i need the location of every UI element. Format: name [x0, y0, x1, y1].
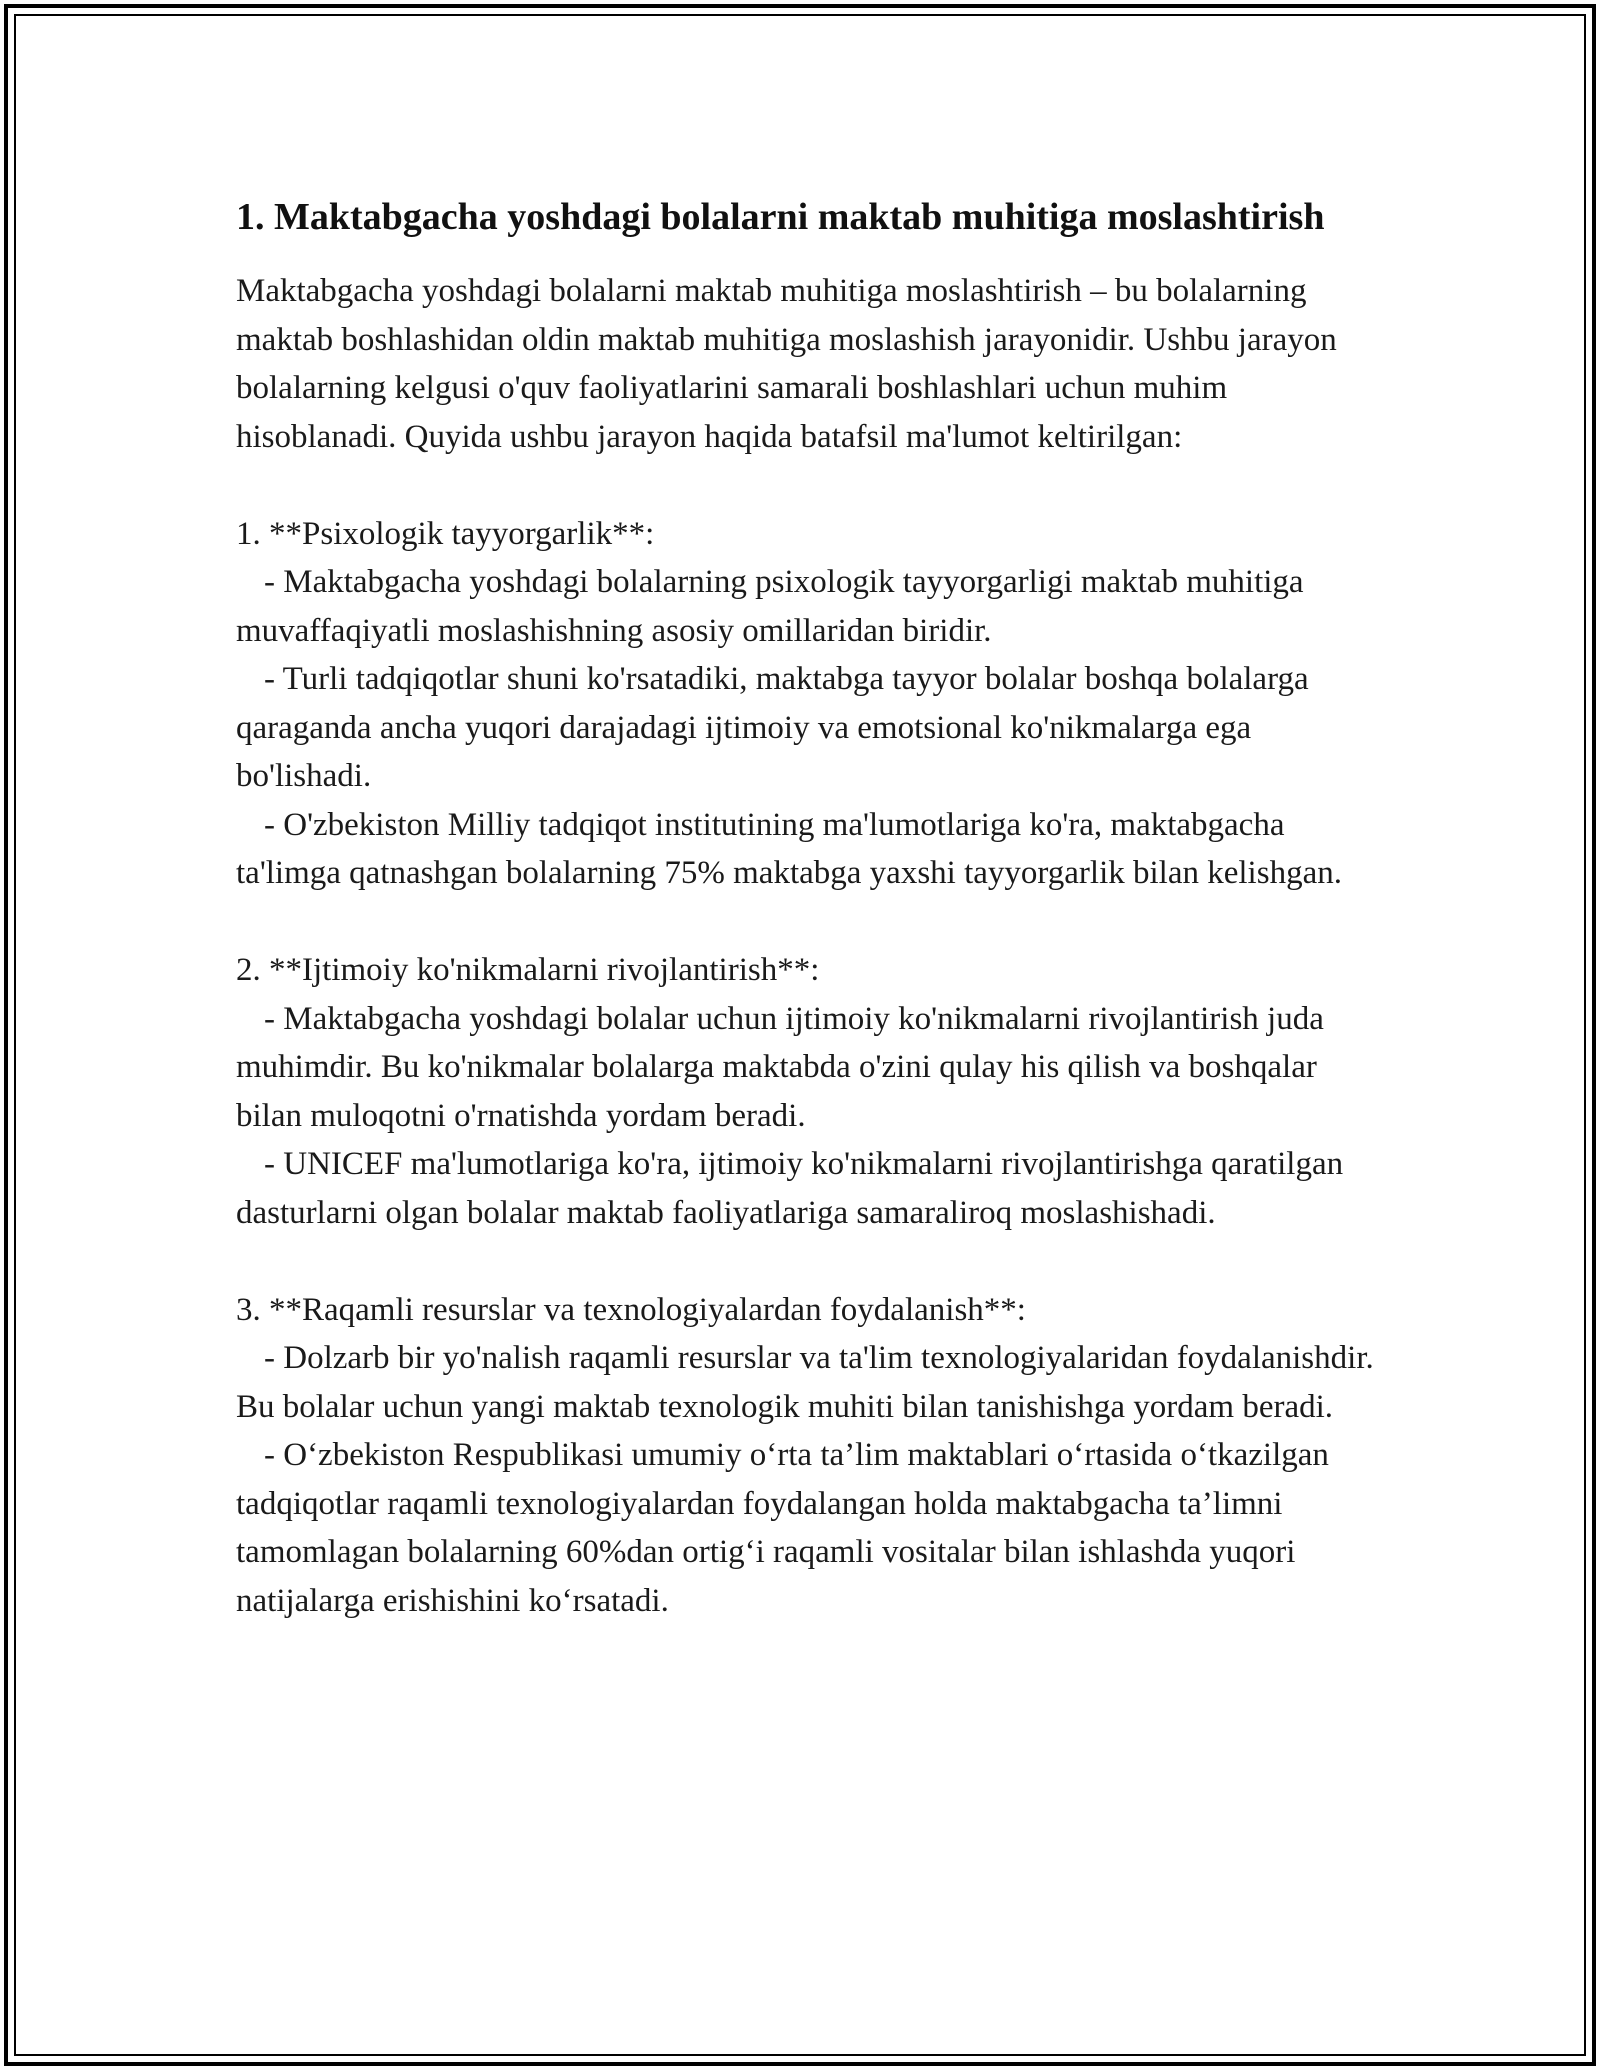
section-bullet: - Maktabgacha yoshdagi bolalar uchun ijtimoiy ko'nikmalarni rivojlantirish juda muhimdir. Bu ko'nikmalar bolalarga maktabda o'zini qulay his qilish va boshqalar bilan muloqotni o'rnatishda yordam beradi.: [236, 1000, 1333, 1134]
section-heading: 2. **Ijtimoiy ko'nikmalarni rivojlantirish**:: [236, 952, 820, 988]
section-ijtimoiy-konikmalar: [236, 946, 1376, 1237]
section-bullet: - UNICEF ma'lumotlariga ko'ra, ijtimoiy ko'nikmalarni rivojlantirishga qaratilgan dasturlarni olgan bolalar maktab faoliyatlariga samaraliroq moslashishadi.: [236, 1146, 1352, 1231]
document-body: [236, 190, 1382, 1625]
section-bullet: - Turli tadqiqotlar shuni ko'rsatadiki, maktabga tayyor bolalar boshqa bolalarga qaraganda ancha yuqori darajadagi ijtimoiy va emotsional ko'nikmalarga ega bo'lishadi.: [236, 661, 1317, 794]
document-title: 1. Maktabgacha yoshdagi bolalarni maktab muhitiga moslashtirish: [236, 196, 1325, 238]
section-psixologik-tayyorgarlik: [236, 510, 1376, 898]
section-bullet: - O‘zbekiston Respublikasi umumiy o‘rta ta’lim maktablari o‘rtasida o‘tkazilgan tadqiqotlar raqamli texnologiyalardan foydalangan holda maktabgacha ta’limni tamomlagan bolalarning 60%dan ortig‘i raqamli vositalar bilan ishlashda yuqori natijalarga erishishini ko‘rsatadi.: [236, 1437, 1338, 1619]
section-bullet: - Dolzarb bir yo'nalish raqamli resurslar va ta'lim texnologiyalaridan foydalanishdir. Bu bolalar uchun yangi maktab texnologik muhiti bilan tanishishga yordam beradi.: [236, 1340, 1382, 1425]
section-heading: 3. **Raqamli resurslar va texnologiyalardan foydalanish**:: [236, 1291, 1026, 1328]
intro-paragraph: Maktabgacha yoshdagi bolalarni maktab muhitiga moslashtirish – bu bolalarning maktab boshlashidan oldin maktab muhitiga moslashish jarayonidir. Ushbu jarayon bolalarning kelgusi o'quv faoliyatlarini samarali boshlashlari uchun muhim hisoblanadi. Quyida ushbu jarayon haqida batafsil ma'lumot keltirilgan:: [236, 273, 1337, 455]
section-raqamli-resurslar: [236, 1286, 1382, 1626]
section-bullet: - O'zbekiston Milliy tadqiqot institutining ma'lumotlariga ko'ra, maktabgacha ta'limga qatnashgan bolalarning 75% maktabga yaxshi tayyorgarlik bilan kelishgan.: [236, 806, 1342, 891]
section-heading: 1. **Psixologik tayyorgarlik**:: [236, 515, 655, 552]
section-bullet: - Maktabgacha yoshdagi bolalarning psixologik tayyorgarligi maktab muhitiga muvaffaqiyatli moslashishning asosiy omillaridan biridir.: [236, 564, 1312, 649]
